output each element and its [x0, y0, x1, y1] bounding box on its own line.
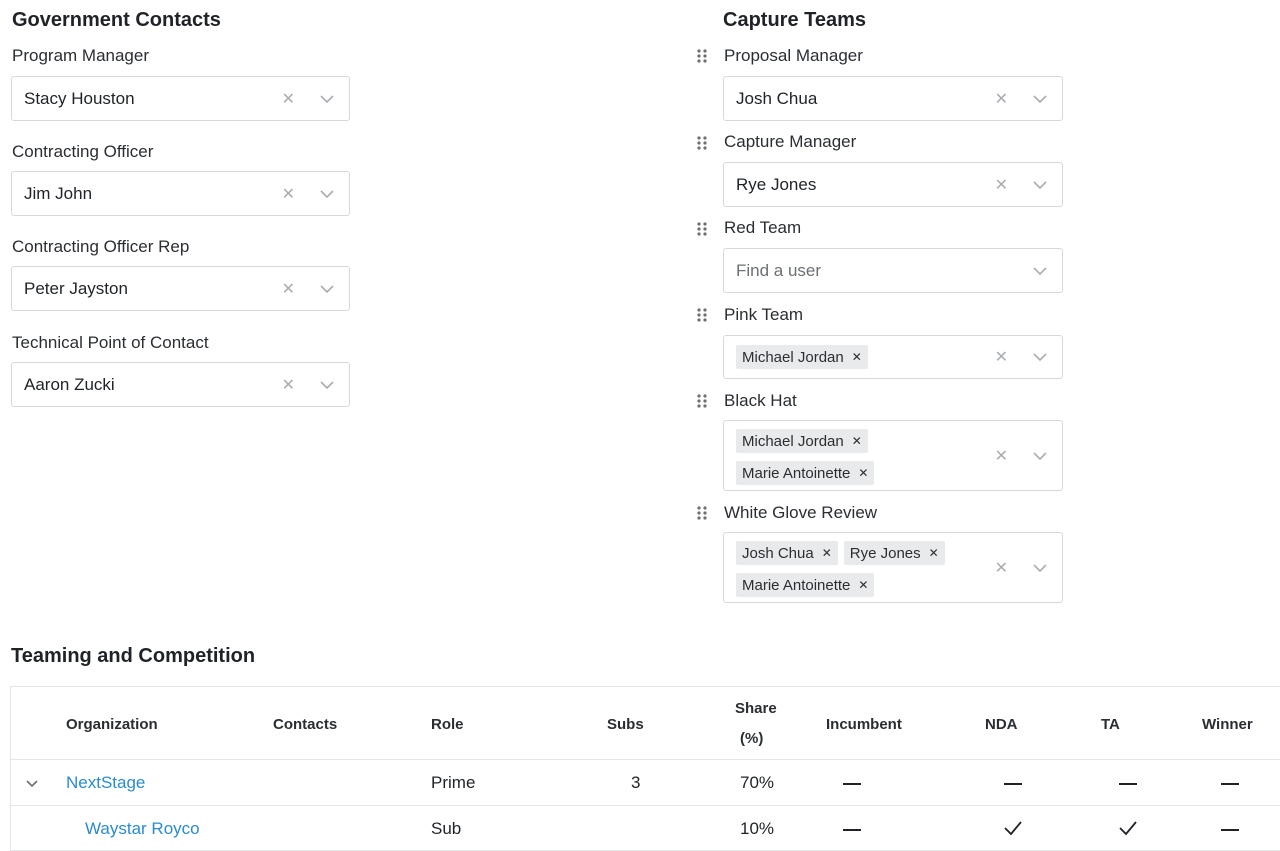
col-share[interactable]: Share: [735, 700, 777, 717]
red-team-placeholder: Find a user: [736, 260, 822, 280]
chevron-down-icon[interactable]: [319, 189, 335, 199]
remove-chip-icon[interactable]: ✕: [928, 546, 939, 560]
pink-team-label: Pink Team: [724, 305, 804, 324]
teaming-table: [10, 686, 1280, 851]
clear-x-icon[interactable]: ✕: [281, 185, 295, 203]
dash-icon: [1221, 829, 1239, 831]
org-link[interactable]: Waystar Royco: [85, 819, 200, 838]
expand-chevron-icon[interactable]: [25, 779, 39, 788]
program-manager-select[interactable]: [11, 76, 350, 121]
col-organization[interactable]: Organization: [66, 716, 158, 733]
chevron-down-icon[interactable]: [319, 94, 335, 104]
user-chip: Marie Antoinette ✕: [736, 461, 874, 485]
black-hat-select[interactable]: [723, 420, 1063, 491]
col-winner[interactable]: Winner: [1202, 716, 1253, 733]
capture-manager-label: Capture Manager: [724, 132, 857, 151]
user-chip: Michael Jordan ✕: [736, 429, 868, 453]
drag-handle-icon[interactable]: [697, 136, 707, 150]
dash-icon: [1119, 783, 1137, 785]
contracting-officer-rep-select[interactable]: [11, 266, 350, 311]
chevron-down-icon[interactable]: [1032, 451, 1048, 461]
remove-chip-icon[interactable]: ✕: [821, 546, 832, 560]
remove-chip-icon[interactable]: ✕: [851, 434, 862, 448]
pink-team-chips: [736, 345, 966, 369]
gov-contacts-title: Government Contacts: [12, 9, 221, 31]
user-chip: Josh Chua ✕: [736, 541, 838, 565]
dash-icon: [1004, 783, 1022, 785]
col-contacts[interactable]: Contacts: [273, 716, 338, 733]
table-row[interactable]: [11, 759, 1280, 805]
program-manager-label: Program Manager: [12, 46, 150, 65]
col-ta[interactable]: TA: [1101, 716, 1120, 733]
proposal-manager-select[interactable]: [723, 76, 1063, 121]
black-hat-chips: [736, 429, 966, 485]
remove-chip-icon[interactable]: ✕: [851, 350, 862, 364]
user-chip: Marie Antoinette ✕: [736, 573, 874, 597]
chevron-down-icon[interactable]: [1032, 352, 1048, 362]
drag-handle-icon[interactable]: [697, 506, 707, 520]
col-incumbent[interactable]: Incumbent: [826, 716, 902, 733]
clear-x-icon[interactable]: ✕: [281, 376, 295, 394]
dash-icon: [1221, 783, 1239, 785]
contracting-officer-rep-value: Peter Jayston: [24, 278, 128, 298]
share-cell: 10%: [740, 819, 775, 838]
chevron-down-icon[interactable]: [1032, 94, 1048, 104]
clear-x-icon[interactable]: ✕: [281, 90, 295, 108]
capture-teams-title: Capture Teams: [723, 9, 867, 31]
chevron-down-icon[interactable]: [319, 380, 335, 390]
technical-poc-label: Technical Point of Contact: [12, 333, 209, 352]
black-hat-label: Black Hat: [724, 391, 797, 410]
drag-handle-icon[interactable]: [697, 394, 707, 408]
chevron-down-icon[interactable]: [1032, 180, 1048, 190]
user-chip: Rye Jones ✕: [844, 541, 945, 565]
drag-handle-icon[interactable]: [697, 308, 707, 322]
white-glove-label: White Glove Review: [724, 503, 878, 522]
pink-team-select[interactable]: [723, 335, 1063, 379]
clear-x-icon[interactable]: ✕: [994, 176, 1008, 194]
chevron-down-icon[interactable]: [319, 284, 335, 294]
subs-cell: 3: [631, 773, 641, 792]
check-icon: [1118, 820, 1138, 836]
col-nda[interactable]: NDA: [985, 716, 1018, 733]
share-cell: 70%: [740, 773, 775, 792]
proposal-manager-label: Proposal Manager: [724, 46, 863, 65]
white-glove-select[interactable]: [723, 532, 1063, 603]
org-link[interactable]: NextStage: [66, 773, 146, 792]
capture-manager-select[interactable]: [723, 162, 1063, 207]
program-manager-value: Stacy Houston: [24, 88, 135, 108]
technical-poc-select[interactable]: [11, 362, 350, 407]
dash-icon: [843, 829, 861, 831]
chevron-down-icon[interactable]: [1032, 266, 1048, 276]
contracting-officer-rep-label: Contracting Officer Rep: [12, 237, 190, 256]
remove-chip-icon[interactable]: ✕: [858, 466, 869, 480]
chevron-down-icon[interactable]: [1032, 563, 1048, 573]
role-cell: Prime: [431, 773, 476, 792]
contracting-officer-select[interactable]: [11, 171, 350, 216]
white-glove-chips: [736, 541, 966, 597]
contracting-officer-value: Jim John: [24, 183, 93, 203]
col-subs[interactable]: Subs: [607, 716, 644, 733]
check-icon: [1003, 820, 1023, 836]
clear-x-icon[interactable]: ✕: [994, 349, 1008, 366]
clear-x-icon[interactable]: ✕: [994, 90, 1008, 108]
col-role[interactable]: Role: [431, 716, 464, 733]
clear-x-icon[interactable]: ✕: [994, 559, 1008, 577]
remove-chip-icon[interactable]: ✕: [858, 578, 869, 592]
user-chip: Michael Jordan ✕: [736, 345, 868, 369]
drag-handle-icon[interactable]: [697, 49, 707, 63]
role-cell: Sub: [431, 819, 462, 838]
contracting-officer-label: Contracting Officer: [12, 142, 154, 161]
red-team-label: Red Team: [724, 218, 802, 237]
proposal-manager-value: Josh Chua: [736, 88, 818, 108]
clear-x-icon[interactable]: ✕: [994, 447, 1008, 465]
capture-manager-value: Rye Jones: [736, 174, 817, 194]
clear-x-icon[interactable]: ✕: [281, 280, 295, 298]
dash-icon: [843, 783, 861, 785]
red-team-select[interactable]: [723, 248, 1063, 293]
teaming-title: Teaming and Competition: [11, 645, 256, 667]
technical-poc-value: Aaron Zucki: [24, 374, 115, 394]
col-share-unit: (%): [740, 730, 764, 747]
drag-handle-icon[interactable]: [697, 222, 707, 236]
table-row[interactable]: [11, 805, 1280, 851]
